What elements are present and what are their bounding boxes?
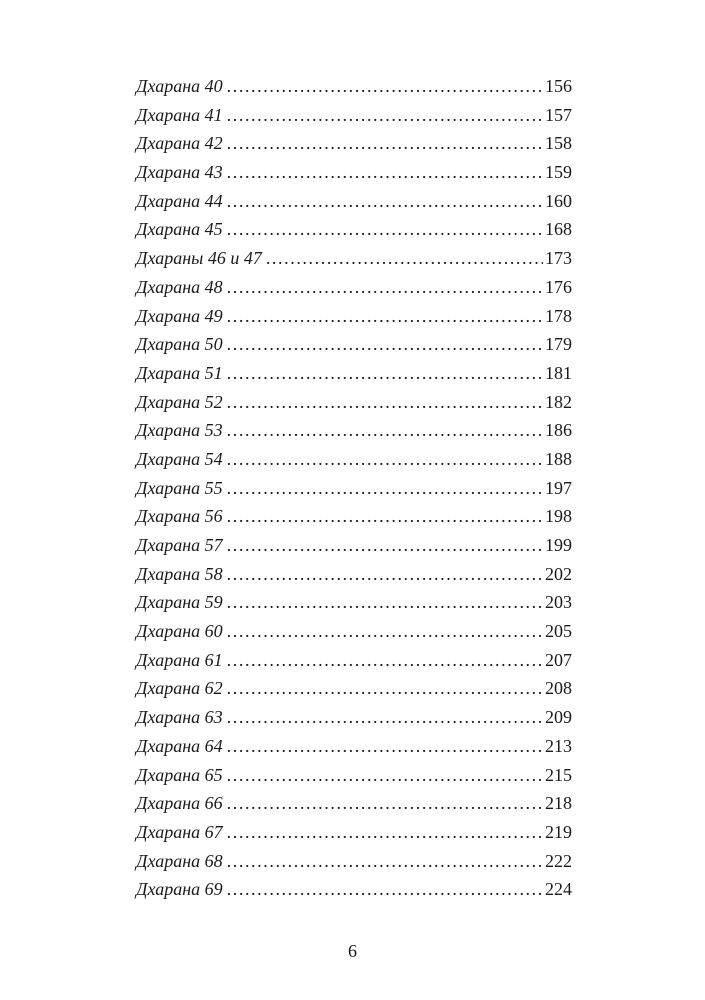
toc-entry-page: 218 (545, 793, 572, 814)
toc-entry-title: Дхарана 45 (136, 219, 223, 240)
toc-dot-leader (227, 674, 543, 703)
toc-dot-leader (227, 732, 543, 761)
toc-entry[interactable] (136, 273, 572, 302)
toc-entry-title: Дхарана 59 (136, 592, 223, 613)
toc-dot-leader (266, 244, 543, 273)
toc-entry-page: 179 (545, 334, 572, 355)
toc-entry-page: 160 (545, 190, 572, 211)
toc-dot-leader (227, 761, 543, 790)
toc-entry-title: Дхарана 55 (136, 477, 223, 498)
toc-dot-leader (227, 330, 543, 359)
toc-entry-title: Дхарана 50 (136, 334, 223, 355)
toc-entry-title: Дхарана 61 (136, 649, 223, 670)
toc-entry[interactable] (136, 732, 572, 761)
toc-dot-leader (227, 588, 543, 617)
toc-dot-leader (227, 502, 543, 531)
toc-entry-page: 209 (545, 707, 572, 728)
toc-entry-page: 208 (545, 678, 572, 699)
toc-entry-title: Дхарана 62 (136, 678, 223, 699)
toc-entry-page: 202 (545, 563, 572, 584)
toc-entry[interactable] (136, 187, 572, 216)
toc-entry[interactable] (136, 445, 572, 474)
toc-entry[interactable] (136, 72, 572, 101)
toc-entry-title: Дхарана 51 (136, 362, 223, 383)
toc-entry-page: 219 (545, 821, 572, 842)
toc-entry-page: 198 (545, 506, 572, 527)
table-of-contents (136, 72, 572, 904)
toc-dot-leader (227, 187, 543, 216)
toc-entry-page: 156 (545, 76, 572, 96)
toc-entry[interactable] (136, 875, 572, 904)
toc-entry-page: 176 (545, 276, 572, 297)
toc-entry[interactable] (136, 674, 572, 703)
toc-dot-leader (227, 72, 543, 101)
toc-entry[interactable] (136, 502, 572, 531)
toc-entry-title: Дхарана 67 (136, 821, 223, 842)
toc-entry-title: Дхарана 68 (136, 850, 223, 871)
toc-entry[interactable] (136, 244, 572, 273)
toc-entry[interactable] (136, 761, 572, 790)
toc-entry-title: Дхарана 52 (136, 391, 223, 412)
toc-entry-title: Дхарана 63 (136, 707, 223, 728)
toc-entry-title: Дхарана 48 (136, 276, 223, 297)
toc-entry-page: 182 (545, 391, 572, 412)
toc-entry-title: Дхарана 66 (136, 793, 223, 814)
toc-entry-title: Дхарана 69 (136, 879, 223, 900)
toc-entry-page: 222 (545, 850, 572, 871)
toc-dot-leader (227, 302, 543, 331)
toc-entry[interactable] (136, 531, 572, 560)
toc-entry-page: 203 (545, 592, 572, 613)
toc-dot-leader (227, 789, 543, 818)
toc-entry-page: 205 (545, 621, 572, 642)
toc-entry[interactable] (136, 818, 572, 847)
toc-entry[interactable] (136, 847, 572, 876)
toc-entry-title: Дхарана 65 (136, 764, 223, 785)
toc-entry-page: 181 (545, 362, 572, 383)
toc-entry[interactable] (136, 158, 572, 187)
toc-dot-leader (227, 847, 543, 876)
toc-dot-leader (227, 560, 543, 589)
toc-entry-page: 157 (545, 104, 572, 125)
toc-entry-page: 188 (545, 448, 572, 469)
toc-entry-page: 207 (545, 649, 572, 670)
toc-entry-title: Дхараны 46 и 47 (136, 248, 262, 269)
toc-entry[interactable] (136, 789, 572, 818)
toc-entry-title: Дхарана 53 (136, 420, 223, 441)
toc-dot-leader (227, 273, 543, 302)
toc-entry-page: 213 (545, 735, 572, 756)
toc-dot-leader (227, 388, 543, 417)
toc-dot-leader (227, 474, 543, 503)
toc-dot-leader (227, 215, 543, 244)
toc-dot-leader (227, 129, 543, 158)
toc-entry[interactable] (136, 617, 572, 646)
toc-dot-leader (227, 875, 543, 904)
toc-dot-leader (227, 646, 543, 675)
toc-entry-title: Дхарана 56 (136, 506, 223, 527)
toc-dot-leader (227, 359, 543, 388)
toc-entry-title: Дхарана 49 (136, 305, 223, 326)
toc-entry-title: Дхарана 42 (136, 133, 223, 154)
toc-entry-page: 215 (545, 764, 572, 785)
toc-entry-page: 197 (545, 477, 572, 498)
toc-entry-title: Дхарана 54 (136, 448, 223, 469)
toc-entry-page: 186 (545, 420, 572, 441)
toc-entry[interactable] (136, 474, 572, 503)
toc-dot-leader (227, 617, 543, 646)
toc-entry-page: 199 (545, 535, 572, 555)
page-number: 6 (348, 941, 357, 961)
toc-dot-leader (227, 158, 543, 187)
toc-entry[interactable] (136, 302, 572, 331)
toc-entry-page: 173 (545, 248, 572, 269)
toc-entry-page: 224 (545, 879, 572, 900)
toc-entry-title: Дхарана 60 (136, 621, 223, 642)
toc-entry-title: Дхарана 40 (136, 76, 223, 96)
toc-entry[interactable] (136, 416, 572, 445)
toc-dot-leader (227, 445, 543, 474)
toc-entry[interactable] (136, 129, 572, 158)
toc-entry[interactable] (136, 330, 572, 359)
toc-dot-leader (227, 416, 543, 445)
toc-entry[interactable] (136, 388, 572, 417)
toc-entry-title: Дхарана 44 (136, 190, 223, 211)
toc-entry-page: 159 (545, 162, 572, 183)
toc-entry[interactable] (136, 359, 572, 388)
toc-entry[interactable] (136, 215, 572, 244)
toc-entry-title: Дхарана 43 (136, 162, 223, 183)
toc-entry-title: Дхарана 64 (136, 735, 223, 756)
toc-entry[interactable] (136, 560, 572, 589)
toc-entry-page: 158 (545, 133, 572, 154)
toc-entry-title: Дхарана 41 (136, 104, 223, 125)
toc-dot-leader (227, 703, 543, 732)
toc-entry-page: 178 (545, 305, 572, 326)
toc-dot-leader (227, 818, 543, 847)
toc-entry-title: Дхарана 58 (136, 563, 223, 584)
toc-entry[interactable] (136, 101, 572, 130)
toc-dot-leader (227, 101, 543, 130)
toc-entry[interactable] (136, 703, 572, 732)
toc-entry-page: 168 (545, 219, 572, 240)
toc-entry[interactable] (136, 646, 572, 675)
toc-dot-leader (227, 531, 543, 560)
toc-entry[interactable] (136, 588, 572, 617)
toc-entry-title: Дхарана 57 (136, 535, 223, 555)
